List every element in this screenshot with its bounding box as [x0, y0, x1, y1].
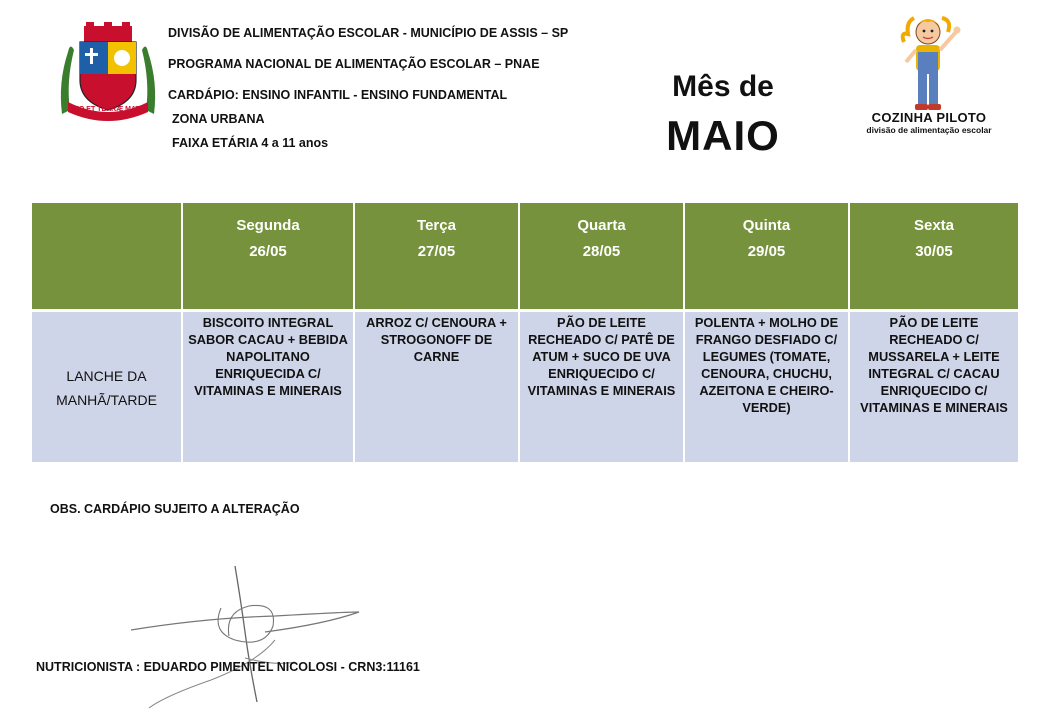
day-date: 26/05	[249, 243, 287, 260]
day-date: 28/05	[582, 243, 621, 260]
chef-mascot-logo	[896, 12, 964, 114]
day-weekday: Sexta	[913, 217, 955, 234]
header-line-program: PROGRAMA NACIONAL DE ALIMENTAÇÃO ESCOLAR – PNAE	[168, 57, 540, 71]
menu-change-note: OBS. CARDÁPIO SUJEITO A ALTERAÇÃO	[50, 502, 300, 516]
nutritionist-credit: NUTRICIONISTA : EDUARDO PIMENTEL NICOLOSI - CRN3:11161	[36, 660, 420, 674]
day-header-friday	[849, 203, 1018, 311]
meal-cell-thursday: POLENTA + MOLHO DE FRANGO DESFIADO C/ LEGUMES (TOMATE, CENOURA, CHUCHU, AZEITONA E CHEIRO-VERDE)	[684, 311, 849, 463]
day-header-wednesday	[519, 203, 684, 311]
crest-motto: DEO ET TERRÆ MATRI	[69, 106, 147, 113]
day-header-monday	[182, 203, 354, 311]
brand-subtitle: divisão de alimentação escolar	[866, 125, 992, 135]
snack-row	[32, 311, 1018, 463]
header-line-division: DIVISÃO DE ALIMENTAÇÃO ESCOLAR - MUNICÍPIO DE ASSIS – SP	[168, 26, 569, 40]
day-date: 29/05	[747, 243, 786, 260]
month-label: Mês de	[672, 70, 774, 103]
day-header-thursday	[684, 203, 849, 311]
corner-cell	[32, 203, 182, 311]
meal-cell-monday: BISCOITO INTEGRAL SABOR CACAU + BEBIDA NAPOLITANO ENRIQUECIDA C/ VITAMINAS E MINERAIS	[182, 311, 354, 463]
day-weekday: Quarta	[577, 217, 626, 234]
day-weekday: Segunda	[236, 217, 300, 234]
menu-header-row	[32, 203, 1018, 311]
brand-block	[864, 110, 994, 135]
day-weekday: Terça	[417, 217, 456, 234]
header-line-age-range: FAIXA ETÁRIA 4 a 11 anos	[172, 136, 329, 150]
brand-name: COZINHA PILOTO	[871, 110, 987, 125]
month-name: MAIO	[666, 112, 780, 159]
nutritionist-signature	[125, 562, 365, 712]
day-header-tuesday	[354, 203, 519, 311]
day-date: 30/05	[915, 243, 953, 260]
meal-cell-friday: PÃO DE LEITE RECHEADO C/ MUSSARELA + LEITE INTEGRAL C/ CACAU ENRIQUECIDO C/ VITAMINAS E MINERAIS	[849, 311, 1018, 463]
day-date: 27/05	[417, 243, 456, 260]
weekly-menu-table	[32, 203, 1018, 462]
meal-cell-tuesday: ARROZ C/ CENOURA + STROGONOFF DE CARNE	[354, 311, 519, 463]
header-line-menu-level: CARDÁPIO: ENSINO INFANTIL - ENSINO FUNDAMENTAL	[168, 88, 508, 102]
day-weekday: Quinta	[742, 217, 791, 234]
meal-cell-wednesday: PÃO DE LEITE RECHEADO C/ PATÊ DE ATUM + SUCO DE UVA ENRIQUECIDO C/ VITAMINAS E MINERAIS	[519, 311, 684, 463]
row-label-snack: LANCHE DA MANHÃ/TARDE	[32, 311, 182, 463]
header-line-zone: ZONA URBANA	[172, 112, 265, 126]
